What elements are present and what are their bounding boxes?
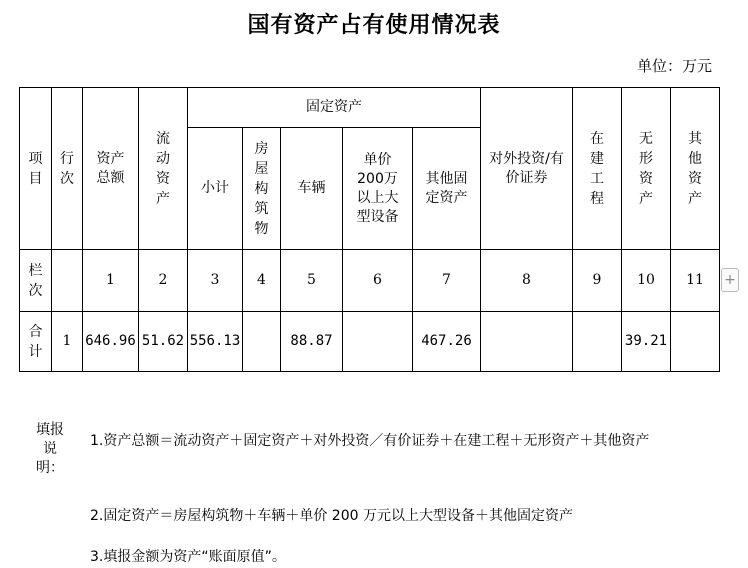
total-cell-current-assets[interactable]: 51.62 [139,312,188,372]
column-number-rowno[interactable] [52,250,83,312]
note-item-3: 3.填报金额为资产“账面原值”。 [90,549,286,565]
total-row-rowno[interactable]: 1 [52,312,83,372]
total-cell-external-investment[interactable] [481,312,573,372]
header-fixed-subtotal: 小计 [188,128,243,250]
header-buildings: 房屋构筑物 [243,128,281,250]
header-vehicles: 车辆 [281,128,343,250]
column-number: 6 [343,250,413,312]
header-total-assets: 资产总额 [83,88,139,250]
add-row-button[interactable]: + [721,268,739,292]
column-number: 11 [671,250,720,312]
total-cell-total-assets[interactable]: 646.96 [83,312,139,372]
total-row-label: 合计 [20,312,52,372]
header-external-investment: 对外投资/有价证券 [481,88,573,250]
header-row-no: 行次 [52,88,83,250]
total-cell-other-assets[interactable] [671,312,720,372]
note-item-1: 1.资产总额＝流动资产＋固定资产＋对外投资／有价证券＋在建工程＋无形资产＋其他资产 [90,433,650,449]
column-number-label: 栏次 [20,250,52,312]
total-cell-other-fixed[interactable]: 467.26 [413,312,481,372]
total-cell-vehicles[interactable]: 88.87 [281,312,343,372]
column-number: 3 [188,250,243,312]
unit-label: 单位：万元 [636,57,712,75]
header-other-assets: 其他资产 [671,88,720,250]
column-number: 1 [83,250,139,312]
column-number: 7 [413,250,481,312]
total-cell-fixed-subtotal[interactable]: 556.13 [188,312,243,372]
header-intangible: 无形资产 [622,88,671,250]
header-large-equipment: 单价200万以上大型设备 [343,128,413,250]
notes-label: 填报说明： [36,422,64,476]
header-item: 项目 [20,88,52,250]
header-other-fixed: 其他固定资产 [413,128,481,250]
column-number: 5 [281,250,343,312]
column-number: 10 [622,250,671,312]
document-title: 国有资产占有使用情况表 [247,12,501,38]
header-construction: 在建工程 [573,88,622,250]
total-cell-large-equipment[interactable] [343,312,413,372]
header-fixed-assets: 固定资产 [188,88,481,128]
asset-usage-table [19,87,720,372]
total-cell-buildings[interactable] [243,312,281,372]
column-number: 9 [573,250,622,312]
total-cell-construction[interactable] [573,312,622,372]
header-current-assets: 流动资产 [139,88,188,250]
column-number: 8 [481,250,573,312]
column-number: 4 [243,250,281,312]
column-number: 2 [139,250,188,312]
total-cell-intangible[interactable]: 39.21 [622,312,671,372]
note-item-2: 2.固定资产＝房屋构筑物＋车辆＋单价 200 万元以上大型设备＋其他固定资产 [90,508,573,524]
